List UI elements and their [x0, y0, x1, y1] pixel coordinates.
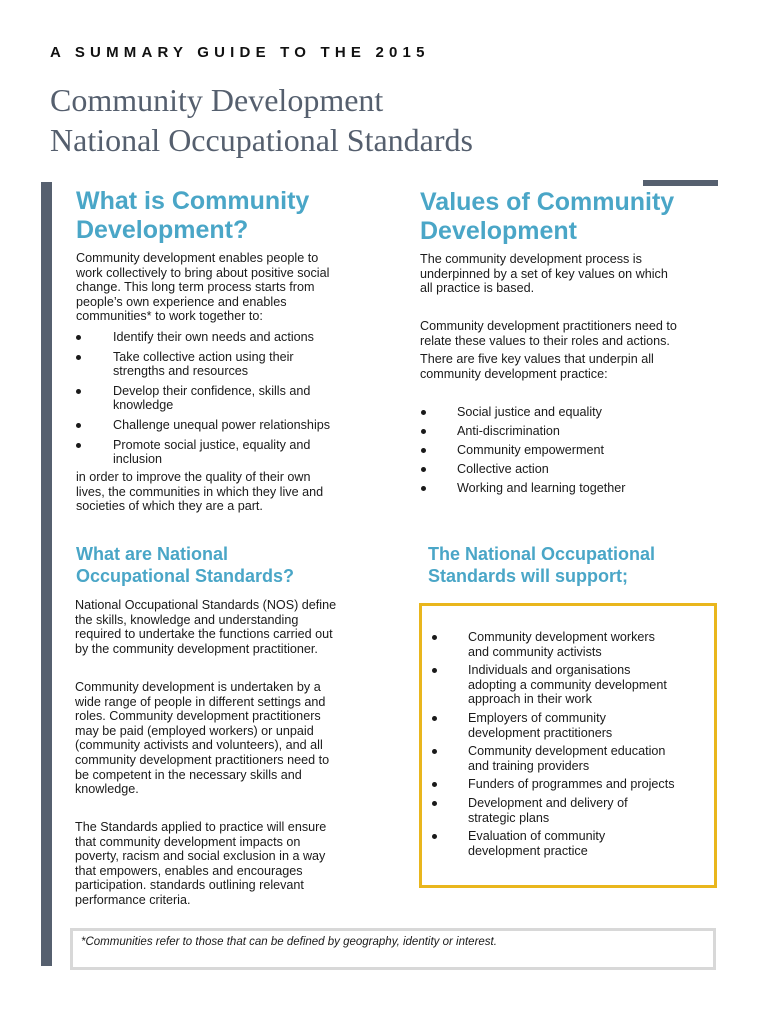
list-item: Identify their own needs and actions	[76, 330, 376, 345]
bullet-icon	[432, 716, 437, 721]
bullet-icon	[432, 782, 437, 787]
list-item: Collective action	[421, 462, 701, 477]
bullet-icon	[432, 749, 437, 754]
title-line-2: National Occupational Standards	[50, 122, 473, 158]
bullet-icon	[76, 423, 81, 428]
values-intro: The community development process is underpinned by a set of key values on which all practice is based.	[420, 252, 668, 296]
footnote-text: *Communities refer to those that can be defined by geography, identity or interest.	[81, 936, 497, 948]
list-item: Take collective action using their strengths and resources	[76, 350, 376, 379]
list-item: Anti-discrimination	[421, 424, 701, 439]
list-item: Challenge unequal power relationships	[76, 418, 376, 433]
values-heading: Values of Community Development	[420, 188, 675, 245]
nos-who: Community development is undertaken by a wide range of people in different settings and roles. Community development practitioners may be paid (employed workers) or unpaid (community activists and volunteers), and all community development practitioners need to be competent in the necessary skills and knowledge.	[75, 680, 330, 797]
bullet-icon	[421, 448, 426, 453]
values-practitioners: Community development practitioners need to relate these values to their roles and actions.	[420, 319, 677, 348]
page-title	[50, 80, 473, 160]
bullet-icon	[76, 443, 81, 448]
list-item: Individuals and organisations adopting a community development approach in their work	[432, 663, 702, 707]
bullet-icon	[421, 410, 426, 415]
what-is-intro: Community development enables people to work collectively to bring about positive social change. This long term process starts from people’s own experience and enables communities* to work together to:	[76, 251, 330, 324]
what-is-bullets	[76, 330, 376, 472]
list-item: Working and learning together	[421, 481, 701, 496]
support-box	[419, 603, 717, 888]
top-right-accent-bar	[643, 180, 718, 186]
title-line-1: Community Development	[50, 82, 384, 118]
bullet-icon	[76, 355, 81, 360]
list-item: Community development workers and community activists	[432, 630, 702, 659]
bullet-icon	[421, 486, 426, 491]
nos-impact: The Standards applied to practice will ensure that community development impacts on poverty, racism and social exclusion in a way that empowers, enables and encourages participation. standards outlining relevant performance criteria.	[75, 820, 327, 907]
bullet-icon	[432, 834, 437, 839]
values-five-key: There are five key values that underpin all community development practice:	[420, 352, 654, 381]
list-item: Evaluation of community development practice	[432, 829, 702, 858]
list-item: Community empowerment	[421, 443, 701, 458]
bullet-icon	[76, 389, 81, 394]
support-bullets	[432, 630, 702, 862]
list-item: Develop their confidence, skills and knowledge	[76, 384, 376, 413]
bullet-icon	[76, 335, 81, 340]
list-item: Funders of programmes and projects	[432, 777, 702, 792]
bullet-icon	[432, 668, 437, 673]
support-heading: The National Occupational Standards will support;	[428, 544, 656, 586]
footnote-box	[70, 928, 716, 970]
left-accent-bar	[41, 182, 52, 966]
nos-heading: What are National Occupational Standards?	[76, 544, 295, 586]
list-item: Development and delivery of strategic plans	[432, 796, 702, 825]
list-item: Promote social justice, equality and inclusion	[76, 438, 376, 467]
values-bullets	[421, 405, 701, 500]
bullet-icon	[421, 429, 426, 434]
bullet-icon	[432, 801, 437, 806]
what-is-heading: What is Community Development?	[76, 187, 310, 244]
list-item: Community development education and training providers	[432, 744, 702, 773]
nos-definition: National Occupational Standards (NOS) define the skills, knowledge and understanding required to undertake the functions carried out by the community development practitioner.	[75, 598, 337, 656]
bullet-icon	[421, 467, 426, 472]
what-is-outro: in order to improve the quality of their own lives, the communities in which they live and societies of which they are a part.	[76, 470, 324, 514]
list-item: Employers of community development practitioners	[432, 711, 702, 740]
bullet-icon	[432, 635, 437, 640]
list-item: Social justice and equality	[421, 405, 701, 420]
guide-kicker: A SUMMARY GUIDE TO THE 2015	[50, 44, 430, 61]
